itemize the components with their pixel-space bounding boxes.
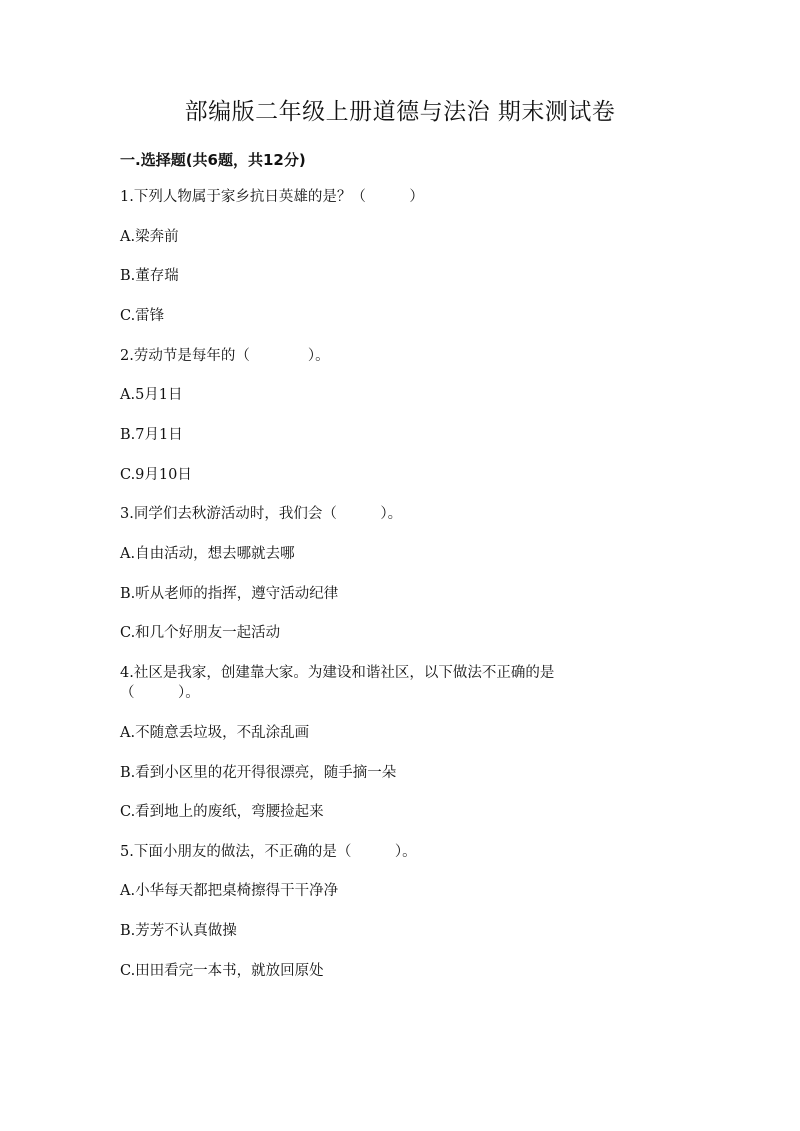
- option-c: C.看到地上的废纸，弯腰捡起来: [120, 804, 324, 820]
- option-b: B.芳芳不认真做操: [120, 923, 237, 939]
- question-stem: 2.劳动节是每年的（ ）。: [120, 348, 330, 364]
- option-c: C.9月10日: [120, 467, 192, 483]
- option-c: C.田田看完一本书，就放回原处: [120, 963, 324, 979]
- option-a: A.5月1日: [120, 387, 183, 403]
- page-title: 部编版二年级上册道德与法治 期末测试卷: [184, 99, 616, 125]
- option-b: B.听从老师的指挥，遵守活动纪律: [120, 586, 339, 602]
- option-a: A.小华每天都把桌椅擦得干干净净: [120, 883, 339, 899]
- section-heading: 一.选择题(共6题，共12分): [120, 151, 306, 169]
- option-b: B.看到小区里的花开得很漂亮，随手摘一朵: [120, 765, 397, 781]
- question-stem: 3.同学们去秋游活动时，我们会（ ）。: [120, 506, 403, 522]
- question-stem: 5.下面小朋友的做法，不正确的是（ ）。: [120, 844, 417, 860]
- option-a: A.不随意丢垃圾，不乱涂乱画: [120, 725, 310, 741]
- option-c: C.雷锋: [120, 308, 165, 324]
- question-stem: 4.社区是我家，创建靠大家。为建设和谐社区，以下做法不正确的是（ ）。: [120, 665, 555, 701]
- question-stem: 1.下列人物属于家乡抗日英雄的是？（ ）: [120, 189, 424, 205]
- option-b: B.7月1日: [120, 427, 183, 443]
- option-a: A.梁奔前: [120, 229, 179, 245]
- option-c: C.和几个好朋友一起活动: [120, 625, 281, 641]
- option-b: B.董存瑞: [120, 268, 179, 284]
- option-a: A.自由活动，想去哪就去哪: [120, 546, 295, 562]
